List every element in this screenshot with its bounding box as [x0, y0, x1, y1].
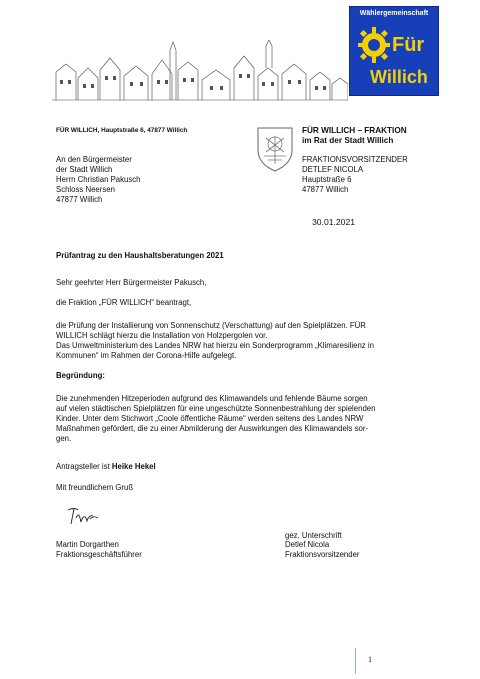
page-number: 1	[368, 655, 372, 664]
request-line-3: Das Umweltministerium des Landes NRW hat hierzu ein Sonderprogramm „Klimaresilienz in	[56, 341, 374, 350]
faction-title: FÜR WILLICH – FRAKTION	[302, 126, 407, 135]
logo-emblem	[354, 21, 434, 93]
reasoning-line-3: Kinder. Unter dem Stichwort „Coole öffentliche Räume“ werden seitens des Landes NRW	[56, 414, 364, 423]
intro-line: die Fraktion „FÜR WILLICH“ beantragt,	[56, 298, 192, 307]
letter-subject: Prüfantrag zu den Haushaltsberatungen 2021	[56, 251, 224, 260]
page-number-marker	[355, 648, 372, 674]
handwritten-signature	[66, 506, 100, 526]
signer-right-role: Fraktionsvorsitzender	[285, 550, 360, 559]
faction-logo	[349, 6, 439, 96]
faction-line-4: 47877 Willich	[302, 185, 349, 194]
request-line-2: WILLICH schlägt hierzu die Installation von Holzpergolen vor.	[56, 331, 268, 340]
reasoning-line-1: Die zunehmenden Hitzeperioden aufgrund des Klimawandels und fehlende Bäume sorgen	[56, 394, 368, 403]
city-coat-of-arms	[256, 126, 294, 172]
faction-line-3: Hauptstraße 6	[302, 175, 352, 184]
logo-word-big: Für	[392, 34, 425, 56]
reasoning-line-5: gen.	[56, 434, 72, 443]
faction-subtitle: im Rat der Stadt Willich	[302, 136, 394, 145]
request-line-4: Kommunen“ im Rahmen der Corona-Hilfe aufgelegt.	[56, 351, 237, 360]
signer-right-name: Detlef Nicola	[285, 540, 330, 549]
logo-banner: Wählergemeinschaft	[350, 7, 438, 21]
closing-greeting: Mit freundlichem Gruß	[56, 483, 134, 492]
reasoning-line-4: Maßnahmen gefördert, die zu einer Abmilderung der Auswirkungen des Klimawandels sor-	[56, 424, 369, 433]
town-skyline-drawing	[52, 40, 348, 102]
applicant-prefix: Antragsteller ist	[56, 462, 112, 471]
sender-return-address: FÜR WILLICH, Hauptstraße 6, 47877 Willich	[56, 127, 188, 134]
recipient-line-5: 47877 Willich	[56, 195, 103, 204]
recipient-line-4: Schloss Neersen	[56, 185, 115, 194]
faction-line-2: DETLEF NICOLA	[302, 165, 364, 174]
applicant-line	[56, 462, 156, 472]
signature-note: gez. Unterschrift	[285, 531, 342, 540]
recipient-line-3: Herrn Christian Pakusch	[56, 175, 141, 184]
reasoning-line-2: auf vielen städtischen Spielplätzen für eine ungeschützte Sonnenbestrahlung der spielenden	[56, 404, 376, 413]
request-line-1: die Prüfung der Installierung von Sonnenschutz (Verschattung) auf den Spielplätzen. FÜR	[56, 321, 366, 330]
applicant-name: Heike Hekel	[111, 462, 156, 471]
salutation: Sehr geehrter Herr Bürgermeister Pakusch,	[56, 278, 207, 287]
recipient-line-1: An den Bürgermeister	[56, 155, 132, 164]
logo-word-small: Willich	[370, 67, 428, 87]
reasoning-heading: Begründung:	[56, 371, 105, 380]
recipient-line-2: der Stadt Willich	[56, 165, 113, 174]
signer-left-role: Fraktionsgeschäftsführer	[56, 550, 142, 559]
faction-line-1: FRAKTIONSVORSITZENDER	[302, 155, 408, 164]
signer-left-name: Martin Dorgarthen	[56, 540, 119, 549]
letter-date: 30.01.2021	[312, 217, 356, 227]
